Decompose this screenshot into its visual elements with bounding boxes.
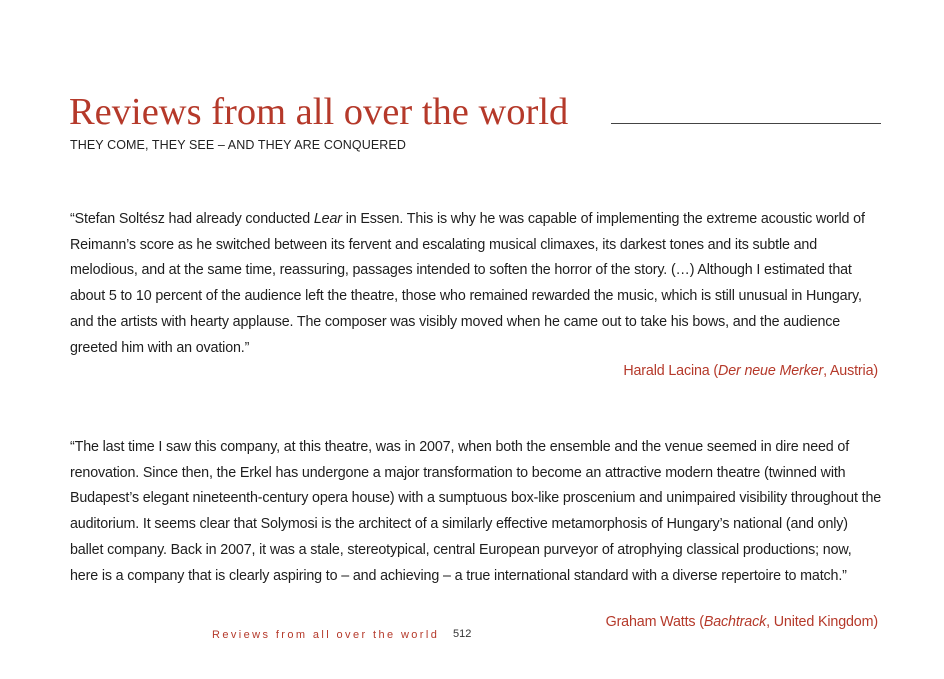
review-quote-2: “The last time I saw this company, at this theatre, was in 2007, when both the ensemble and the venue seemed in dire need of renovation. Since then, the Erkel has undergone a major transformation to become an attractive modern theatre (twinned with Budapest’s elegant nineteenth-century opera house) with a sumptuous box-like proscenium and unimpaired visibility throughout the auditorium. It seems clear that Solymosi is the architect of a similarly effective metamorphosis of Hungary’s national (and only) ballet company. Back in 2007, it was a stale, stereotypical, central European purveyor of atrophying classical productions; now, here is a company that is clearly aspiring to – and achieving – a true international standard with a diverse repertoire to match.” (70, 439, 882, 584)
review-publication: Der neue Merker (718, 363, 824, 379)
running-footer-title: Reviews from all over the world (212, 629, 440, 641)
review-author: Harald Lacina (623, 363, 710, 379)
quote-text: “Stefan Soltész had already conducted (70, 211, 314, 227)
title-rule (611, 123, 881, 124)
review-quote-1 (70, 207, 882, 361)
review-attribution-1: Harald Lacina (Der neue Merker, Austria) (623, 363, 878, 379)
review-author: Graham Watts (605, 614, 696, 630)
page-title: Reviews from all over the world (69, 91, 569, 133)
quote-text: in Essen. This is why he was capable of implementing the extreme acoustic world of Reimann’s score as he switched between its fervent and escalating musical climaxes, its darkest tones and its subtle and melodious, and at the same time, reassuring, passages intended to soften the horror of the story. (…) Although I estimated that about 5 to 10 percent of the audience left the theatre, those who remained rewarded the music, which is still unusual in Hungary, and the artists with hearty applause. The composer was visibly moved when he came out to take his bows, and the audience greeted him with an ovation.” (70, 211, 865, 356)
review-publication: Bachtrack (703, 614, 767, 630)
page-number: 512 (453, 628, 472, 640)
review-attribution-2: Graham Watts (Bachtrack, United Kingdom) (605, 614, 878, 630)
review-country: Austria (829, 363, 874, 379)
review-country: United Kingdom (773, 614, 874, 630)
quote-italic-title: Lear (313, 211, 342, 227)
page-subtitle: THEY COME, THEY SEE – AND THEY ARE CONQUERED (70, 138, 406, 152)
